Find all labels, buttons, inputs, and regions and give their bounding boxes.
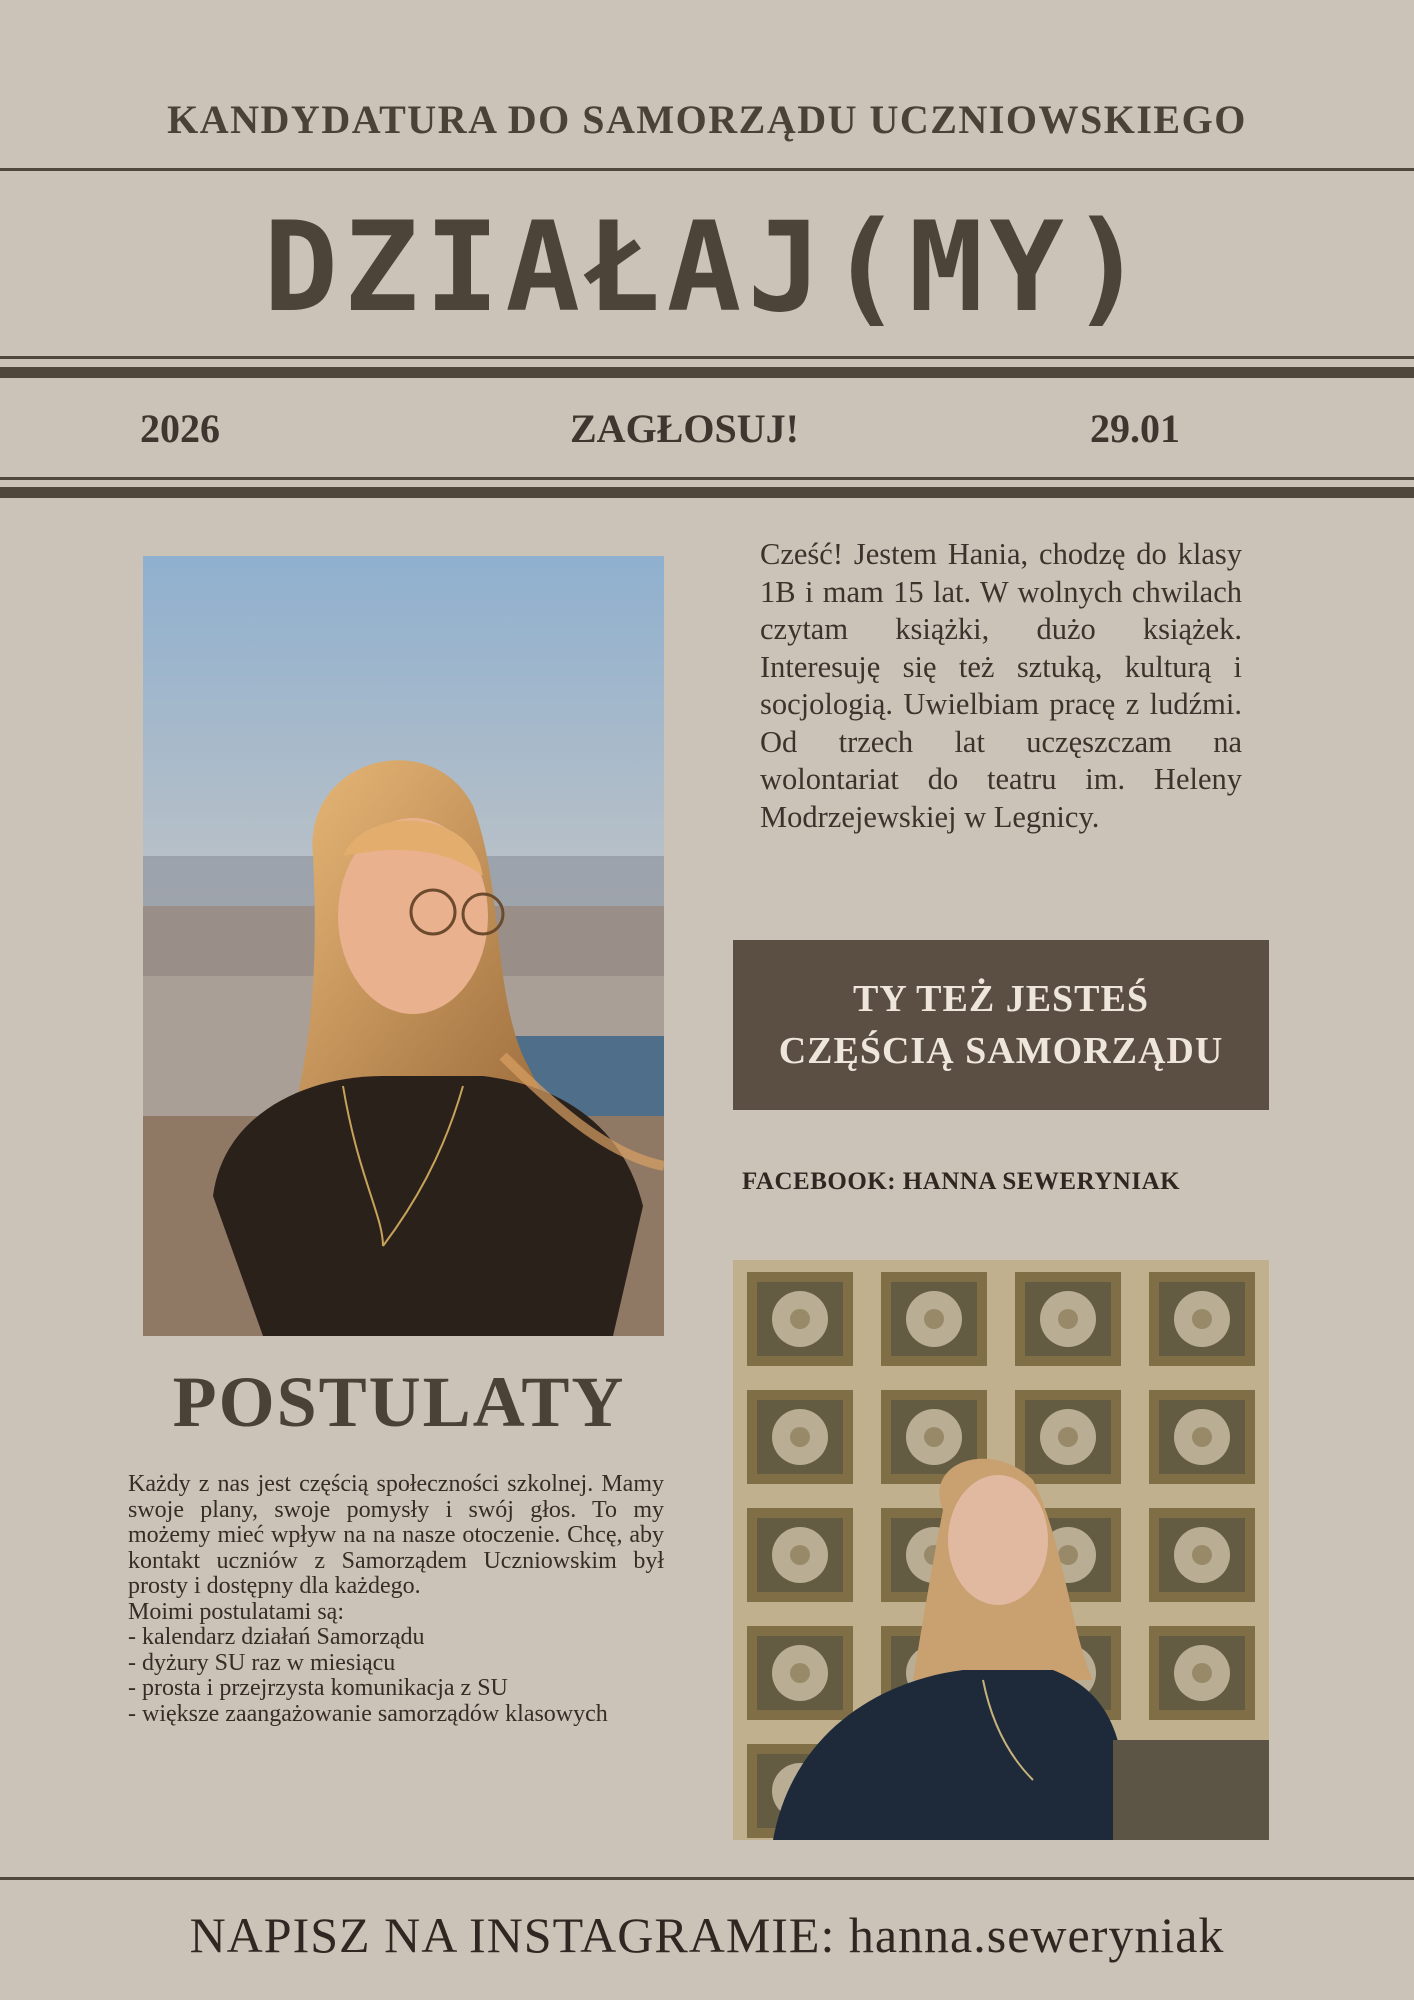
dateline-date: 29.01 xyxy=(1090,406,1180,451)
slogan-line-1: TY TEŻ JESTEŚ xyxy=(852,978,1150,1020)
masthead-title: DZIAŁAJ(MY) xyxy=(263,196,1151,340)
postulaty-paragraph: Każdy z nas jest częścią społeczności szkolnej. Mamy swoje plany, swoje pomysły i swój głos. To my możemy mieć wpływ na na nasze otoczenie. Chcę, aby kontakt uczniów z Samorządem Uczniowskim był prosty i dostępny dla każdego. xyxy=(128,1471,664,1599)
ceiling-photo xyxy=(733,1260,1269,1840)
postulaty-list xyxy=(128,1625,664,1727)
intro-paragraph: Cześć! Jestem Hania, chodzę do klasy 1B i mam 15 lat. W wolnych chwilach czytam książki, dużo książek. Interesuję się też sztuką, kulturą i socjologią. Uwielbiam pracę z ludźmi. Od trzech lat uczęszczam na wolontariat do teatru im. Heleny Modrzejewskiej w Legnicy. xyxy=(760,537,1242,834)
postulaty-lead: Moimi postulatami są: xyxy=(128,1598,344,1625)
slogan-banner xyxy=(733,940,1269,1110)
divider xyxy=(0,356,1414,359)
divider xyxy=(0,487,1414,498)
facebook-contact: FACEBOOK: HANNA SEWERYNIAK xyxy=(742,1168,1181,1195)
portrait-photo xyxy=(143,556,664,1336)
list-item: - większe zaangażowanie samorządów klasowych xyxy=(128,1700,608,1727)
divider xyxy=(0,168,1414,171)
divider xyxy=(0,1877,1414,1880)
dateline-year: 2026 xyxy=(140,406,220,451)
divider xyxy=(0,477,1414,480)
postulaty-heading: POSTULATY xyxy=(172,1362,626,1442)
list-item: - prosta i przejrzysta komunikacja z SU xyxy=(128,1675,508,1701)
postulaty-body xyxy=(128,1472,664,1727)
dateline-call: ZAGŁOSUJ! xyxy=(570,406,799,451)
list-item: - kalendarz działań Samorządu xyxy=(128,1624,425,1650)
slogan-line-2: CZĘŚCIĄ SAMORZĄDU xyxy=(778,1030,1224,1072)
divider xyxy=(0,367,1414,378)
candidacy-kicker: KANDYDATURA DO SAMORZĄDU UCZNIOWSKIEGO xyxy=(167,97,1247,142)
list-item: - dyżury SU raz w miesiącu xyxy=(128,1649,396,1676)
instagram-contact: NAPISZ NA INSTAGRAMIE: hanna.seweryniak xyxy=(189,1907,1225,1963)
